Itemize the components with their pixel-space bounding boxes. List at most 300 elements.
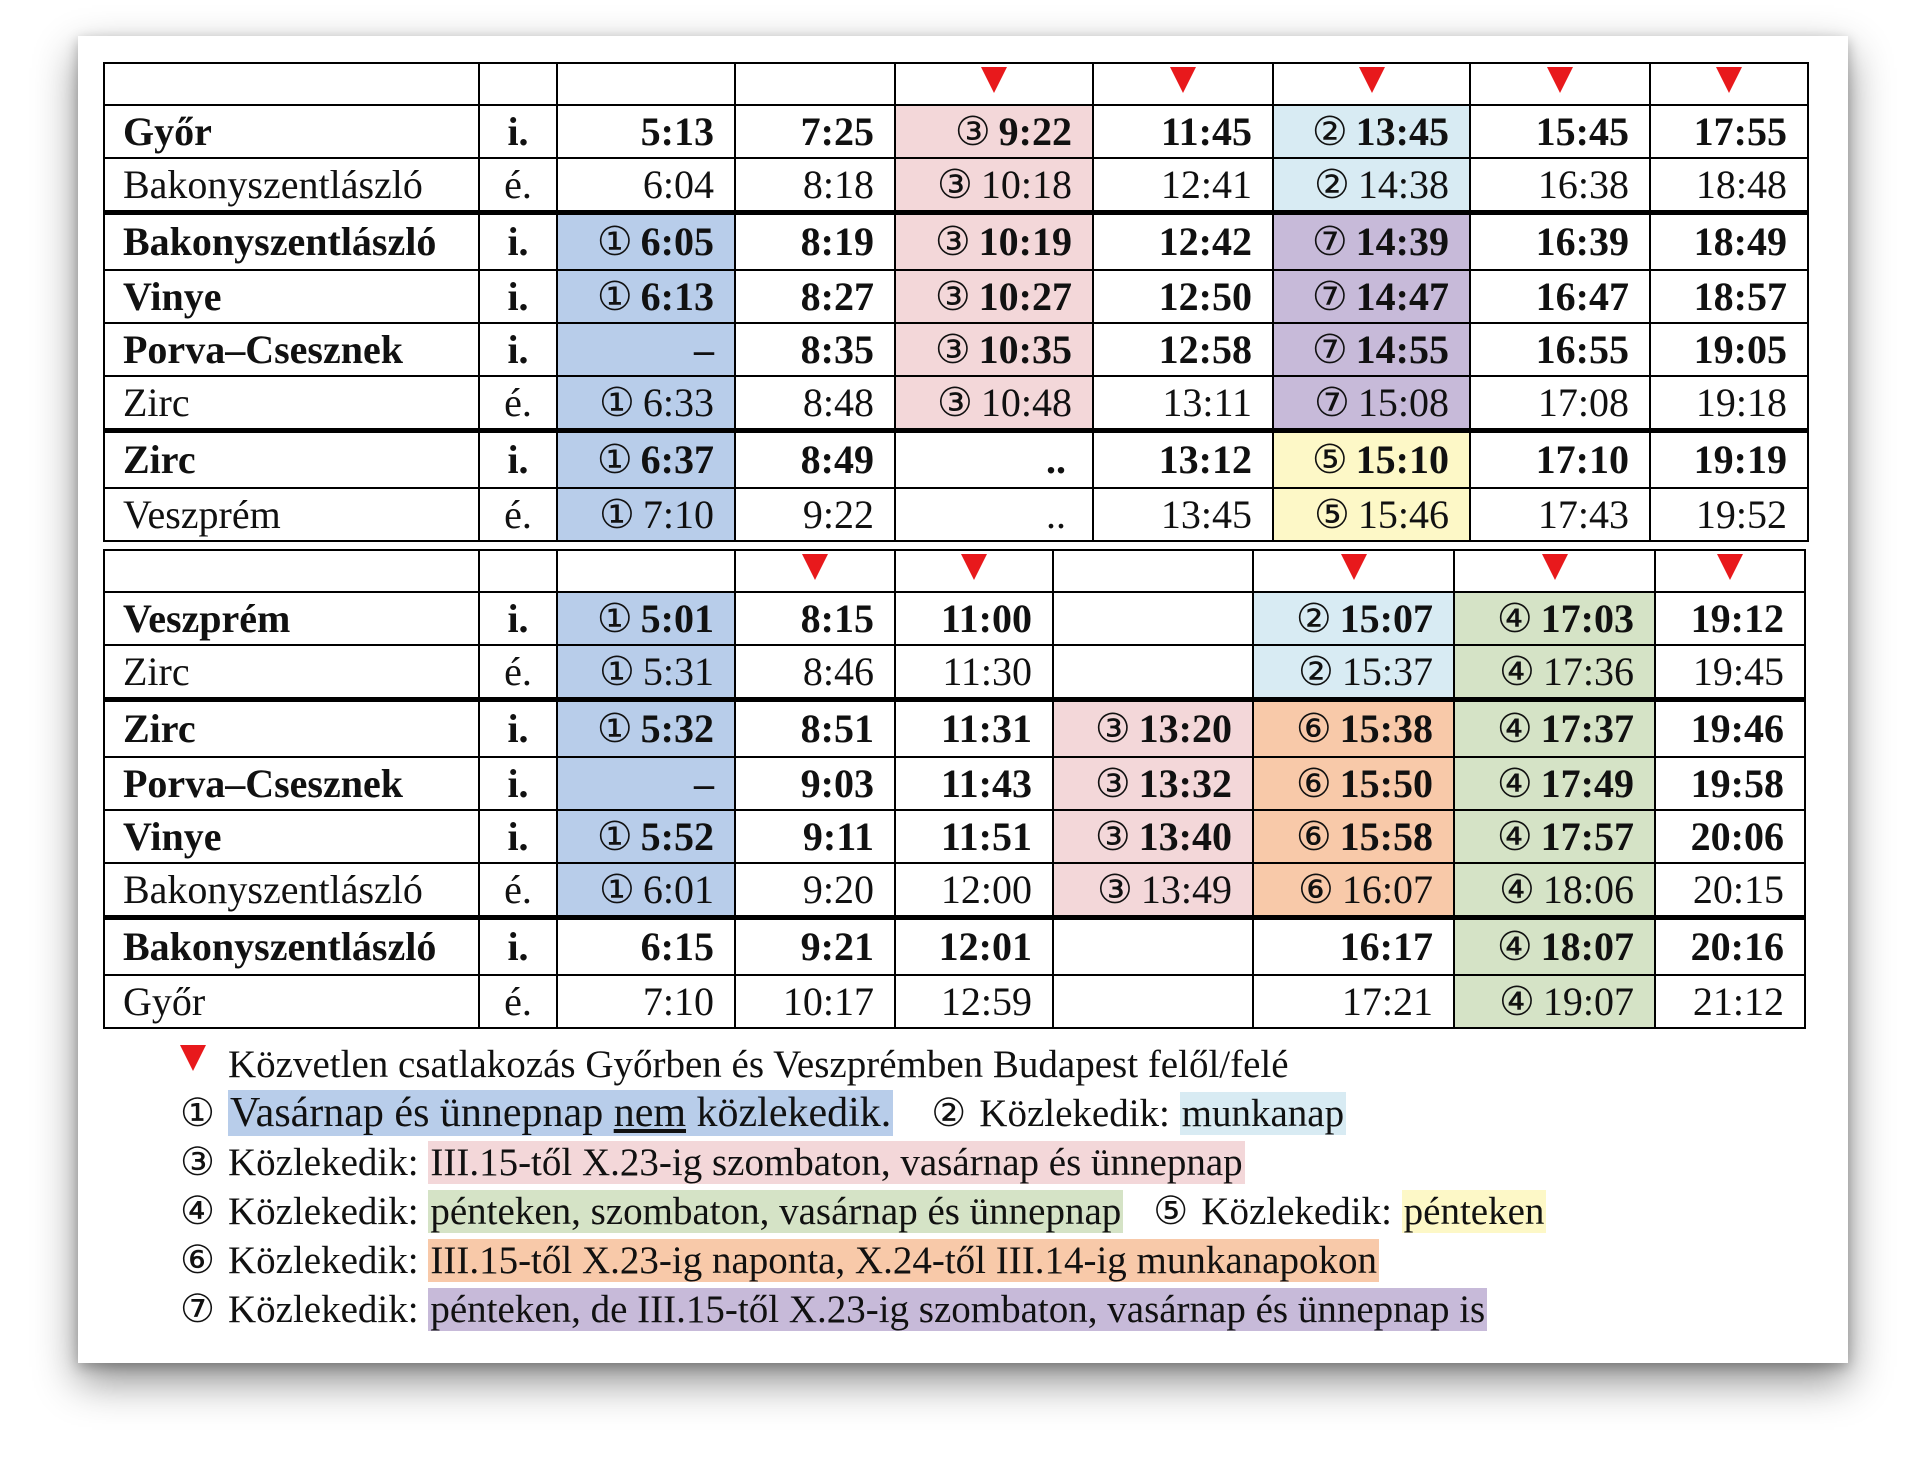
departure-time-cell [557, 158, 735, 213]
time-value: 15:37 [1341, 648, 1433, 694]
arrival-departure-flag: i. [479, 270, 557, 323]
time-value: 13:49 [1140, 866, 1232, 912]
time-value: 7:25 [800, 108, 874, 154]
departure-time-cell [557, 645, 735, 700]
departure-time-cell [1650, 213, 1808, 271]
time-value: 12:58 [1158, 326, 1252, 372]
time-value: 14:47 [1355, 273, 1449, 319]
time-value: – [694, 326, 714, 372]
note-marker: ⑤ [1314, 491, 1350, 537]
train-header-6 [1655, 550, 1805, 592]
legend [180, 1040, 1546, 1334]
train-header-6 [1650, 63, 1808, 105]
departure-time-cell [1470, 158, 1650, 213]
time-value: 15:58 [1339, 813, 1433, 859]
note-6-symbol: ⑥ [180, 1239, 215, 1282]
table-row [104, 975, 1805, 1028]
departure-time-cell [1273, 105, 1470, 158]
departure-time-cell [1655, 975, 1805, 1028]
departure-time-cell [895, 158, 1093, 213]
arrival-departure-flag: é. [479, 975, 557, 1028]
time-value: 16:55 [1535, 326, 1629, 372]
time-value: 13:32 [1138, 760, 1232, 806]
train-connection-marker-icon [1542, 554, 1568, 580]
departure-time-cell [735, 645, 895, 700]
note-2-text: munkanap [1181, 1092, 1345, 1135]
departure-time-cell [1454, 918, 1655, 976]
station-name: Veszprém [104, 488, 479, 541]
note-4-symbol: ④ [180, 1190, 215, 1233]
note-1-symbol: ① [180, 1092, 215, 1135]
note-marker: ⑦ [1311, 219, 1348, 264]
arrival-departure-flag: é. [479, 645, 557, 700]
station-name: Porva–Csesznek [104, 323, 479, 376]
departure-time-cell [1273, 488, 1470, 541]
note-marker: ① [599, 379, 635, 425]
time-value: 17:36 [1542, 648, 1634, 694]
time-value: 17:55 [1693, 108, 1787, 154]
departure-time-cell [1454, 700, 1655, 758]
arrival-departure-flag: é. [479, 376, 557, 431]
time-value: 9:21 [800, 924, 874, 969]
time-value: 19:19 [1693, 437, 1787, 482]
time-value: 8:46 [802, 648, 874, 694]
train-connection-marker-icon [1717, 554, 1743, 580]
departure-time-cell [557, 488, 735, 541]
note-marker: ⑥ [1295, 706, 1332, 751]
train-header-5 [1470, 63, 1650, 105]
header-blank-cell [104, 550, 479, 592]
departure-time-cell [1650, 488, 1808, 541]
note-marker: ① [596, 813, 633, 859]
time-value: 14:55 [1355, 326, 1449, 372]
train-connection-marker-icon [1359, 67, 1385, 93]
time-value: 17:43 [1537, 491, 1629, 537]
timetable-gyor-veszprem [103, 62, 1809, 542]
departure-time-cell [895, 270, 1093, 323]
table-row [104, 323, 1808, 376]
time-value: 15:07 [1339, 595, 1433, 641]
time-value: .. [1046, 491, 1066, 537]
time-value: 5:52 [640, 813, 714, 859]
departure-time-cell [1273, 376, 1470, 431]
departure-time-cell [1650, 270, 1808, 323]
departure-time-cell [735, 323, 895, 376]
departure-time-cell [735, 213, 895, 271]
time-value: 19:18 [1695, 379, 1787, 425]
note-1-text: Vasárnap és ünnepnap nem közlekedik. [230, 1090, 892, 1136]
note-marker: ③ [954, 108, 991, 154]
time-value: 11:45 [1160, 108, 1252, 154]
arrival-departure-flag: é. [479, 488, 557, 541]
departure-time-cell [1655, 757, 1805, 810]
time-value: 15:45 [1535, 108, 1629, 154]
time-value: 10:27 [978, 273, 1072, 319]
time-value: 9:20 [802, 866, 874, 912]
header-blank-cell [104, 63, 479, 105]
time-value: 5:01 [640, 595, 714, 641]
train-header-0 [557, 550, 735, 592]
time-value: 13:45 [1355, 108, 1449, 154]
timetable-veszprem-gyor [103, 549, 1806, 1029]
time-value: 12:50 [1158, 273, 1252, 319]
time-value: 16:39 [1535, 219, 1629, 264]
departure-time-cell [557, 376, 735, 431]
table-row [104, 488, 1808, 541]
train-header-4 [1273, 63, 1470, 105]
time-value: 18:57 [1693, 273, 1787, 319]
time-value: 12:01 [938, 924, 1032, 969]
note-7-symbol: ⑦ [180, 1288, 215, 1331]
note-marker: ⑥ [1295, 813, 1332, 859]
note-3-text: III.15-től X.23-ig szombaton, vasárnap és ünnepnap [430, 1141, 1243, 1184]
departure-time-cell [1650, 431, 1808, 489]
departure-time-cell [557, 975, 735, 1028]
departure-time-cell [735, 488, 895, 541]
train-header-2 [895, 63, 1093, 105]
time-value: 13:12 [1158, 437, 1252, 482]
note-marker: ③ [1094, 760, 1131, 806]
station-name: Veszprém [104, 592, 479, 645]
time-value: 19:58 [1690, 760, 1784, 806]
train-header-5 [1454, 550, 1655, 592]
departure-time-cell [1470, 376, 1650, 431]
time-value: 15:50 [1339, 760, 1433, 806]
time-value: 18:06 [1542, 866, 1634, 912]
departure-time-cell [1650, 376, 1808, 431]
time-value: 21:12 [1692, 978, 1784, 1024]
departure-time-cell [735, 700, 895, 758]
time-value: 19:05 [1693, 326, 1787, 372]
note-marker: ④ [1499, 648, 1535, 694]
time-value: 11:31 [940, 706, 1032, 751]
departure-time-cell [895, 645, 1053, 700]
departure-time-cell [557, 105, 735, 158]
train-connection-marker-icon [1170, 67, 1196, 93]
departure-time-cell [735, 270, 895, 323]
departure-time-cell [1053, 700, 1253, 758]
time-value: 19:46 [1690, 706, 1784, 751]
time-value: 10:19 [978, 219, 1072, 264]
departure-time-cell [735, 975, 895, 1028]
time-value: 16:47 [1535, 273, 1629, 319]
departure-time-cell [735, 757, 895, 810]
table-row [104, 863, 1805, 918]
note-marker: ② [1314, 161, 1350, 207]
time-value: 8:35 [800, 326, 874, 372]
departure-time-cell [1253, 863, 1454, 918]
table-row [104, 105, 1808, 158]
note-2-symbol: ② [931, 1092, 967, 1135]
departure-time-cell [735, 431, 895, 489]
departure-time-cell [1470, 270, 1650, 323]
note-marker: ① [599, 866, 635, 912]
time-value: 6:37 [640, 437, 714, 482]
note-marker: ① [596, 219, 633, 264]
table-row [104, 645, 1805, 700]
arrival-departure-flag: i. [479, 918, 557, 976]
note-marker: ③ [934, 219, 971, 264]
note-marker: ① [596, 595, 633, 641]
time-value: 15:10 [1355, 437, 1449, 482]
departure-time-cell [1253, 810, 1454, 863]
table-row [104, 592, 1805, 645]
time-value: 10:35 [978, 326, 1072, 372]
departure-time-cell [735, 158, 895, 213]
note-marker: ④ [1499, 866, 1535, 912]
time-value: 16:17 [1339, 924, 1433, 969]
time-value: 12:41 [1160, 161, 1252, 207]
departure-time-cell [1273, 270, 1470, 323]
station-name: Győr [104, 105, 479, 158]
time-value: 10:17 [782, 978, 874, 1024]
departure-time-cell [1093, 323, 1273, 376]
train-header-4 [1253, 550, 1454, 592]
station-name: Porva–Csesznek [104, 757, 479, 810]
time-value: 13:11 [1162, 379, 1252, 425]
departure-time-cell [735, 105, 895, 158]
departure-time-cell [557, 810, 735, 863]
train-header-row [104, 63, 1808, 105]
departure-time-cell [1053, 592, 1253, 645]
time-value: 11:51 [940, 813, 1032, 859]
time-value: 20:15 [1692, 866, 1784, 912]
note-marker: ① [599, 491, 635, 537]
table-row [104, 158, 1808, 213]
time-value: 15:38 [1339, 706, 1433, 751]
time-value: 13:20 [1138, 706, 1232, 751]
note-3-symbol: ③ [180, 1141, 215, 1184]
table-row [104, 810, 1805, 863]
departure-time-cell [1454, 810, 1655, 863]
train-connection-marker-icon [1341, 554, 1367, 580]
departure-time-cell [895, 810, 1053, 863]
train-header-1 [735, 550, 895, 592]
departure-time-cell [1093, 376, 1273, 431]
departure-time-cell [1650, 158, 1808, 213]
train-connection-marker-icon [1716, 67, 1742, 93]
departure-time-cell [1655, 810, 1805, 863]
departure-time-cell [1093, 105, 1273, 158]
departure-time-cell [557, 431, 735, 489]
station-name: Zirc [104, 645, 479, 700]
departure-time-cell [1253, 645, 1454, 700]
departure-time-cell [895, 863, 1053, 918]
time-value: 9:22 [802, 491, 874, 537]
departure-time-cell [557, 757, 735, 810]
arrival-departure-flag: i. [479, 213, 557, 271]
arrival-departure-flag: i. [479, 105, 557, 158]
time-value: 14:38 [1357, 161, 1449, 207]
arrival-departure-flag: i. [479, 431, 557, 489]
departure-time-cell [557, 918, 735, 976]
departure-time-cell [557, 700, 735, 758]
table-row [104, 431, 1808, 489]
time-value: 5:31 [642, 648, 714, 694]
time-value: 15:08 [1357, 379, 1449, 425]
train-header-1 [735, 63, 895, 105]
departure-time-cell [895, 975, 1053, 1028]
time-value: 10:18 [980, 161, 1072, 207]
note-marker: ④ [1496, 760, 1533, 806]
time-value: 11:00 [940, 595, 1032, 641]
time-value: 14:39 [1355, 219, 1449, 264]
station-name: Zirc [104, 376, 479, 431]
departure-time-cell [1053, 863, 1253, 918]
departure-time-cell [735, 918, 895, 976]
legend-triangle-line: Közvetlen csatlakozás Győrben és Veszprémben Budapest felől/felé [180, 1040, 1546, 1089]
note-marker: ③ [934, 273, 971, 319]
table-row [104, 757, 1805, 810]
time-value: 19:45 [1692, 648, 1784, 694]
departure-time-cell [1093, 488, 1273, 541]
departure-time-cell [1655, 918, 1805, 976]
arrival-departure-flag: é. [479, 863, 557, 918]
departure-time-cell [1253, 918, 1454, 976]
train-connection-marker-icon [1547, 67, 1573, 93]
departure-time-cell [1253, 592, 1454, 645]
time-value: 13:40 [1138, 813, 1232, 859]
departure-time-cell [557, 323, 735, 376]
departure-time-cell [1655, 863, 1805, 918]
time-value: 9:11 [802, 813, 874, 859]
time-value: 17:21 [1341, 978, 1433, 1024]
departure-time-cell [895, 105, 1093, 158]
train-header-2 [895, 550, 1053, 592]
departure-time-cell [895, 592, 1053, 645]
time-value: 19:52 [1695, 491, 1787, 537]
departure-time-cell [895, 323, 1093, 376]
departure-time-cell [557, 863, 735, 918]
departure-time-cell [895, 700, 1053, 758]
time-value: 17:57 [1540, 813, 1634, 859]
legend-line-3: ③ Közlekedik: III.15-től X.23-ig szombaton, vasárnap és ünnepnap [180, 1138, 1546, 1187]
train-connection-marker-icon [180, 1045, 206, 1071]
departure-time-cell [1650, 105, 1808, 158]
note-marker: ① [596, 437, 633, 482]
note-marker: ⑥ [1298, 866, 1334, 912]
station-name: Zirc [104, 700, 479, 758]
time-value: 7:10 [642, 491, 714, 537]
time-value: 18:49 [1693, 219, 1787, 264]
station-name: Bakonyszentlászló [104, 918, 479, 976]
time-value: 6:33 [642, 379, 714, 425]
time-value: 8:15 [800, 595, 874, 641]
time-value: 12:42 [1158, 219, 1252, 264]
table-row [104, 918, 1805, 976]
note-marker: ② [1295, 595, 1332, 641]
time-value: 9:03 [800, 760, 874, 806]
time-value: 18:07 [1540, 924, 1634, 969]
departure-time-cell [557, 592, 735, 645]
departure-time-cell [1093, 431, 1273, 489]
time-value: 16:07 [1341, 866, 1433, 912]
time-value: 11:43 [940, 760, 1032, 806]
departure-time-cell [735, 376, 895, 431]
departure-time-cell [1470, 431, 1650, 489]
departure-time-cell [1093, 213, 1273, 271]
note-marker: ① [596, 273, 633, 319]
table-row [104, 700, 1805, 758]
arrival-departure-flag: i. [479, 323, 557, 376]
departure-time-cell [1454, 863, 1655, 918]
note-marker: ③ [1094, 813, 1131, 859]
departure-time-cell [895, 757, 1053, 810]
train-header-0 [557, 63, 735, 105]
time-value: 5:13 [640, 108, 714, 154]
time-value: 9:22 [998, 108, 1072, 154]
time-value: 20:16 [1690, 924, 1784, 969]
time-value: 6:04 [642, 161, 714, 207]
time-value: 17:10 [1535, 437, 1629, 482]
note-marker: ⑤ [1311, 437, 1348, 482]
table-row [104, 213, 1808, 271]
table-row [104, 270, 1808, 323]
departure-time-cell [557, 270, 735, 323]
note-marker: ③ [937, 161, 973, 207]
time-value: 17:49 [1540, 760, 1634, 806]
time-value: – [694, 760, 714, 806]
train-header-row [104, 550, 1805, 592]
arrival-departure-flag: i. [479, 592, 557, 645]
note-marker: ⑦ [1314, 379, 1350, 425]
departure-time-cell [557, 213, 735, 271]
arrival-departure-flag: i. [479, 757, 557, 810]
note-marker: ③ [937, 379, 973, 425]
time-value: 13:45 [1160, 491, 1252, 537]
departure-time-cell [1253, 757, 1454, 810]
time-value: 8:51 [800, 706, 874, 751]
departure-time-cell [1053, 645, 1253, 700]
departure-time-cell [1655, 592, 1805, 645]
time-value: 5:32 [640, 706, 714, 751]
departure-time-cell [1053, 975, 1253, 1028]
departure-time-cell [1273, 431, 1470, 489]
time-value: 12:00 [940, 866, 1032, 912]
time-value: 11:30 [942, 648, 1032, 694]
time-value: .. [1046, 437, 1066, 482]
time-value: 6:13 [640, 273, 714, 319]
time-value: 19:07 [1542, 978, 1634, 1024]
time-value: 8:18 [802, 161, 874, 207]
departure-time-cell [1454, 757, 1655, 810]
note-marker: ③ [1097, 866, 1133, 912]
header-blank-cell [479, 63, 557, 105]
note-marker: ⑦ [1311, 273, 1348, 319]
legend-line-1-2: ① Vasárnap és ünnepnap nem közlekedik. ② Közlekedik: munkanap [180, 1090, 1345, 1136]
departure-time-cell [735, 592, 895, 645]
departure-time-cell [1253, 700, 1454, 758]
legend-line-7: ⑦ Közlekedik: pénteken, de III.15-től X.23-ig szombaton, vasárnap és ünnepnap is [180, 1285, 1546, 1334]
departure-time-cell [1253, 975, 1454, 1028]
departure-time-cell [1650, 323, 1808, 376]
time-value: 7:10 [642, 978, 714, 1024]
time-value: 16:38 [1537, 161, 1629, 207]
time-value: 17:37 [1540, 706, 1634, 751]
note-marker: ④ [1496, 706, 1533, 751]
time-value: 6:15 [640, 924, 714, 969]
note-marker: ⑥ [1295, 760, 1332, 806]
note-marker: ⑦ [1311, 326, 1348, 372]
departure-time-cell [1454, 975, 1655, 1028]
time-value: 8:48 [802, 379, 874, 425]
train-connection-marker-icon [981, 67, 1007, 93]
departure-time-cell [895, 213, 1093, 271]
departure-time-cell [1470, 213, 1650, 271]
departure-time-cell [1655, 700, 1805, 758]
station-name: Győr [104, 975, 479, 1028]
station-name: Bakonyszentlászló [104, 158, 479, 213]
